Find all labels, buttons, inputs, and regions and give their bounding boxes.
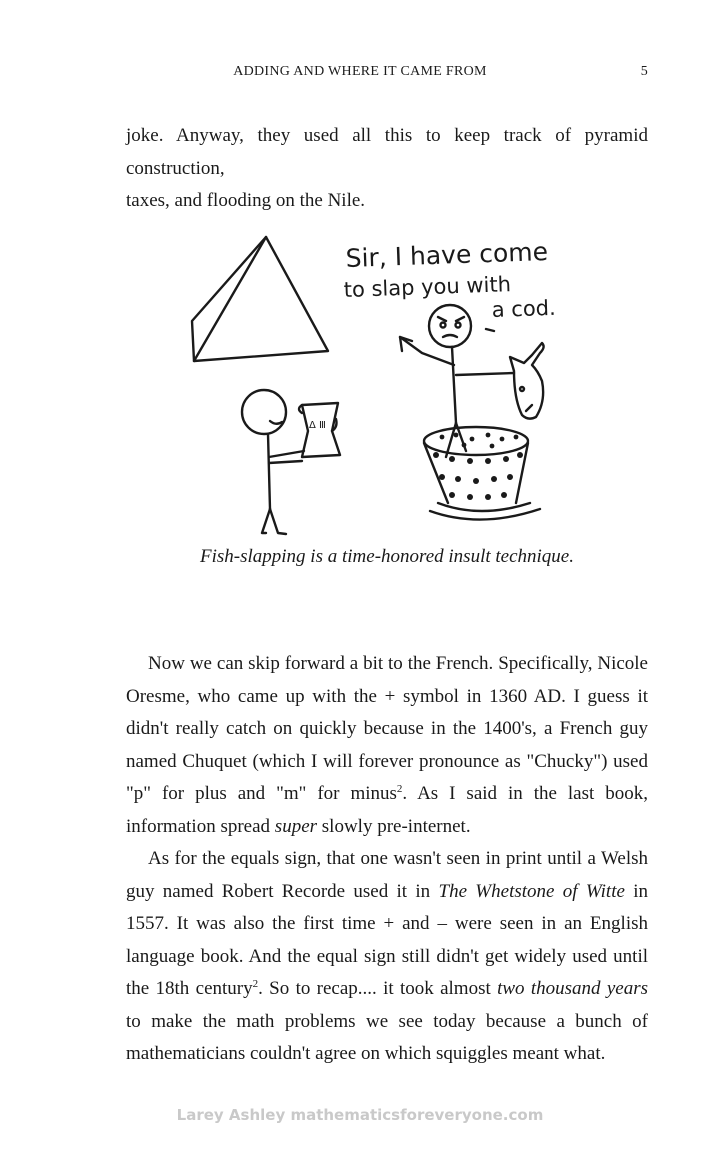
book-title: The Whetstone of Witte: [438, 880, 625, 902]
footnote-ref: 2: [252, 978, 259, 990]
para2-text-1: As for the equals sign, that one wasn't seen in print until a Welsh guy named Robert Recorde used it in: [126, 848, 648, 902]
para1-text-2: . As I said in the last book, information spread: [126, 783, 648, 837]
paragraph-equals-sign: [126, 843, 648, 1071]
main-text: [126, 648, 648, 1071]
para1-emphasis: super: [274, 815, 318, 837]
page-number: 5: [640, 64, 648, 79]
scribe-figure: [242, 390, 340, 534]
scroll-symbols: Δ Ⅲ: [309, 420, 326, 431]
running-head: [0, 64, 720, 84]
intro-line-2: taxes, and flooding on the Nile.: [126, 190, 366, 211]
pyramid-drawing: [192, 237, 328, 361]
colander-drawing: [424, 427, 540, 520]
running-title: ADDING AND WHERE IT CAME FROM: [233, 64, 487, 79]
para2-text-2: in 1557. It was also the first time + and – were seen in an English language book. And the equal sign still didn't get widely used until the 18th century: [126, 880, 648, 999]
para2-emphasis: two thousand years: [497, 978, 648, 999]
watermark: Larey Ashley mathematicsforeveryone.com: [176, 1106, 544, 1124]
intro-line-1: joke. Anyway, they used all this to keep track of pyramid construction,: [126, 125, 648, 179]
footnote-ref: 2: [396, 783, 403, 795]
para2-text-4: to make the math problems we see today because a bunch of mathematicians couldn't agree on which squiggles meant what.: [126, 1010, 648, 1064]
paragraph-french-symbols: [126, 648, 648, 843]
para1-text-1: Now we can skip forward a bit to the French. Specifically, Nicole Oresme, who came up with the + symbol in 1360 AD. I guess it didn't really catch on quickly because in the 1400's, a French guy named Chuquet (which I will forever pronounce as "Chucky") used "p" for plus and "m" for minus: [126, 653, 648, 804]
speech-line-1: Sir, I have come: [345, 236, 549, 273]
speech-line-3: a cod.: [491, 295, 557, 322]
figure-caption: Fish-slapping is a time-honored insult technique.: [200, 546, 574, 567]
speech-pointer: [486, 329, 494, 331]
para1-text-3: slowly pre-internet.: [317, 815, 471, 837]
speech-line-2: to slap you with: [343, 272, 512, 302]
para2-text-3: . So to recap.... it took almost: [258, 978, 498, 999]
cod-drawing: [510, 343, 544, 419]
intro-paragraph: [126, 120, 648, 218]
cartoon-illustration: [180, 225, 600, 545]
